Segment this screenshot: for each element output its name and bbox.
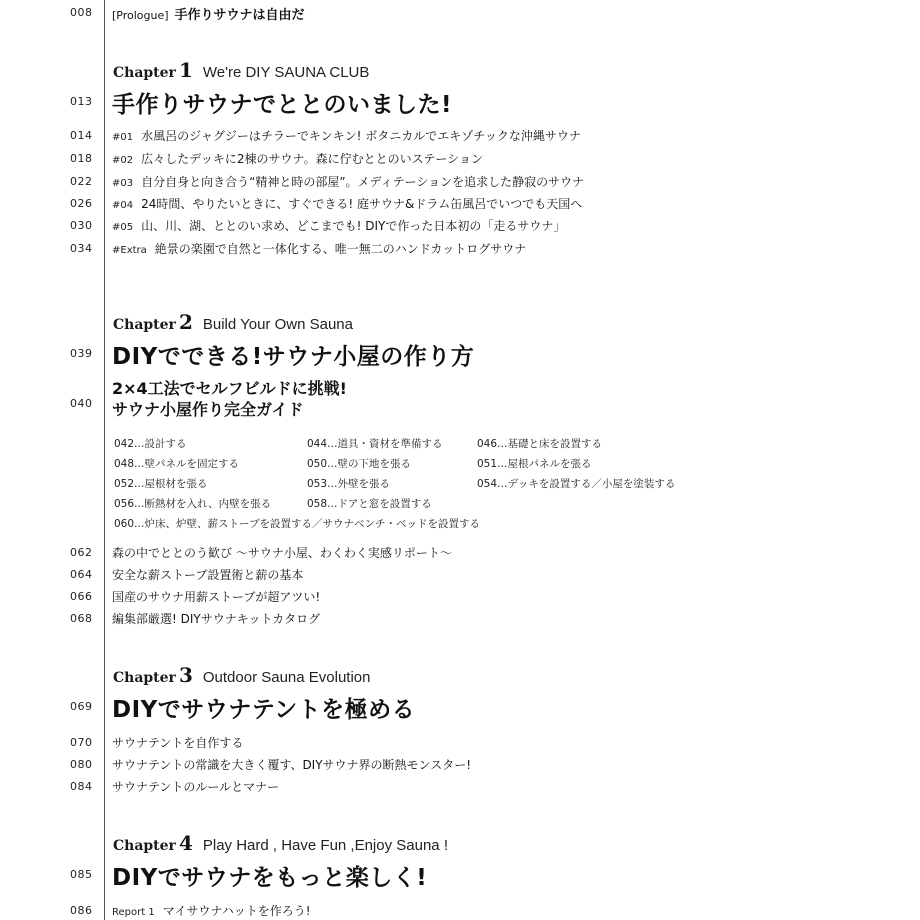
chapter-3-title[interactable]: DIYでサウナテントを極める [112,697,416,723]
prologue-tag: [Prologue] [112,9,169,22]
guide-subitem[interactable]: 050…壁の下地を張る [307,458,412,470]
guide-subitem[interactable]: 051…屋根パネルを張る [477,458,592,470]
entry-title: 山、川、湖、ととのい求め、どこまでも! DIYで作った日本初の「走るサウナ」 [141,219,566,233]
entry-title: 24時間、やりたいときに、すぐできる! 庭サウナ&ドラム缶風呂でいつでも天国へ [141,197,583,211]
page-number: 085 [70,868,93,881]
page-number: 039 [70,347,93,360]
chapter-2-heading [113,310,353,334]
guide-title[interactable] [112,378,347,420]
toc-entry[interactable] [112,778,279,795]
page-number: 013 [70,95,93,108]
entry-number: #04 [112,200,134,211]
toc-entry[interactable] [112,173,584,190]
chapter-word: Chapter [113,838,176,854]
page-number: 034 [70,242,93,255]
vertical-divider-rule [104,0,105,920]
chapter-english-title: Play Hard , Have Fun ,Enjoy Sauna ! [202,837,448,854]
entry-number: #01 [112,132,134,143]
guide-subitem[interactable]: 054…デッキを設置する／小屋を塗装する [477,478,676,490]
entry-number: #03 [112,178,134,189]
entry-title: 絶景の楽園で自然と一体化する、唯一無二のハンドカットログサウナ [154,242,527,256]
entry-title: 自分自身と向き合う“精神と時の部屋”。メディテーションを追求した静寂のサウナ [141,175,585,189]
chapter-english-title: We're DIY SAUNA CLUB [202,64,370,81]
toc-entry[interactable] [112,902,311,919]
toc-entry[interactable] [112,544,452,561]
entry-title: 広々したデッキに2棟のサウナ。森に佇むととのいステーション [141,152,483,166]
page-number: 062 [70,546,93,559]
toc-entry[interactable] [112,610,320,627]
entry-title: 編集部厳選! DIYサウナキットカタログ [112,612,321,626]
guide-subitem[interactable]: 052…屋根材を張る [114,478,208,490]
chapter-number: 4 [178,831,193,855]
toc-entry-prologue[interactable] [112,4,305,23]
chapter-1-title[interactable]: 手作りサウナでととのいました! [112,92,452,118]
guide-title-line: サウナ小屋作り完全ガイド [112,400,304,419]
chapter-number: 3 [178,663,193,687]
entry-number: #05 [112,222,134,233]
guide-subitem[interactable]: 060…炉床、炉壁、薪ストーブを設置する／サウナベンチ・ベッドを設置する [114,518,481,530]
page-number: 080 [70,758,93,771]
chapter-word: Chapter [113,317,176,333]
entry-title: サウナテントの常識を大きく覆す、DIYサウナ界の断熱モンスター! [112,758,472,772]
guide-subitem[interactable]: 056…断熱材を入れ、内壁を張る [114,498,272,510]
page-number: 086 [70,904,93,917]
toc-entry[interactable] [112,588,320,605]
chapter-word: Chapter [113,670,176,686]
entry-title: 森の中でととのう歓び 〜サウナ小屋、わくわく実感リポート〜 [112,546,452,560]
chapter-number: 1 [178,58,193,82]
chapter-english-title: Outdoor Sauna Evolution [202,669,371,686]
chapter-4-title[interactable]: DIYでサウナをもっと楽しく! [112,865,428,891]
guide-subitem[interactable]: 046…基礎と床を設置する [477,438,603,450]
entry-number: #02 [112,155,134,166]
chapter-number: 2 [178,310,193,334]
page-number: 064 [70,568,93,581]
guide-subitem[interactable]: 048…壁パネルを固定する [114,458,240,470]
page-number: 018 [70,152,93,165]
entry-title: 安全な薪ストーブ設置術と薪の基本 [112,568,304,582]
page-number: 022 [70,175,93,188]
chapter-english-title: Build Your Own Sauna [202,316,353,333]
chapter-1-heading [113,58,369,82]
page-number: 026 [70,197,93,210]
chapter-word: Chapter [113,65,176,81]
toc-entry[interactable] [112,566,303,583]
entry-number: Report 1 [112,907,155,918]
guide-subitem[interactable]: 042…設計する [114,438,187,450]
entry-title: サウナテントを自作する [112,736,244,750]
toc-entry[interactable] [112,240,526,257]
chapter-2-title[interactable]: DIYでできる!サウナ小屋の作り方 [112,344,475,370]
toc-entry[interactable] [112,217,565,234]
prologue-title: 手作りサウナは自由だ [174,8,305,23]
guide-subitem[interactable]: 053…外壁を張る [307,478,391,490]
entry-title: 水風呂のジャグジーはチラーでキンキン! ボタニカルでエキゾチックな沖縄サウナ [141,129,581,143]
page-number: 066 [70,590,93,603]
toc-entry[interactable] [112,734,243,751]
page-number: 068 [70,612,93,625]
chapter-4-heading [113,831,448,855]
toc-entry[interactable] [112,127,581,144]
guide-subitem[interactable]: 058…ドアと窓を設置する [307,498,432,510]
entry-title: サウナテントのルールとマナー [112,780,280,794]
entry-number: #Extra [112,245,147,256]
page-number: 070 [70,736,93,749]
toc-entry[interactable] [112,195,582,212]
page-number: 030 [70,219,93,232]
toc-entry[interactable] [112,150,483,167]
guide-title-line: 2×4工法でセルフビルドに挑戦! [112,379,347,398]
guide-subitem[interactable]: 044…道具・資材を準備する [307,438,443,450]
page-number: 008 [70,6,93,19]
entry-title: 国産のサウナ用薪ストーブが超アツい! [112,590,321,604]
toc-entry[interactable] [112,756,471,773]
chapter-3-heading [113,663,370,687]
page-number: 040 [70,397,93,410]
page-number: 084 [70,780,93,793]
entry-title: マイサウナハットを作ろう! [162,904,311,918]
page-number: 069 [70,700,93,713]
page-number: 014 [70,129,93,142]
